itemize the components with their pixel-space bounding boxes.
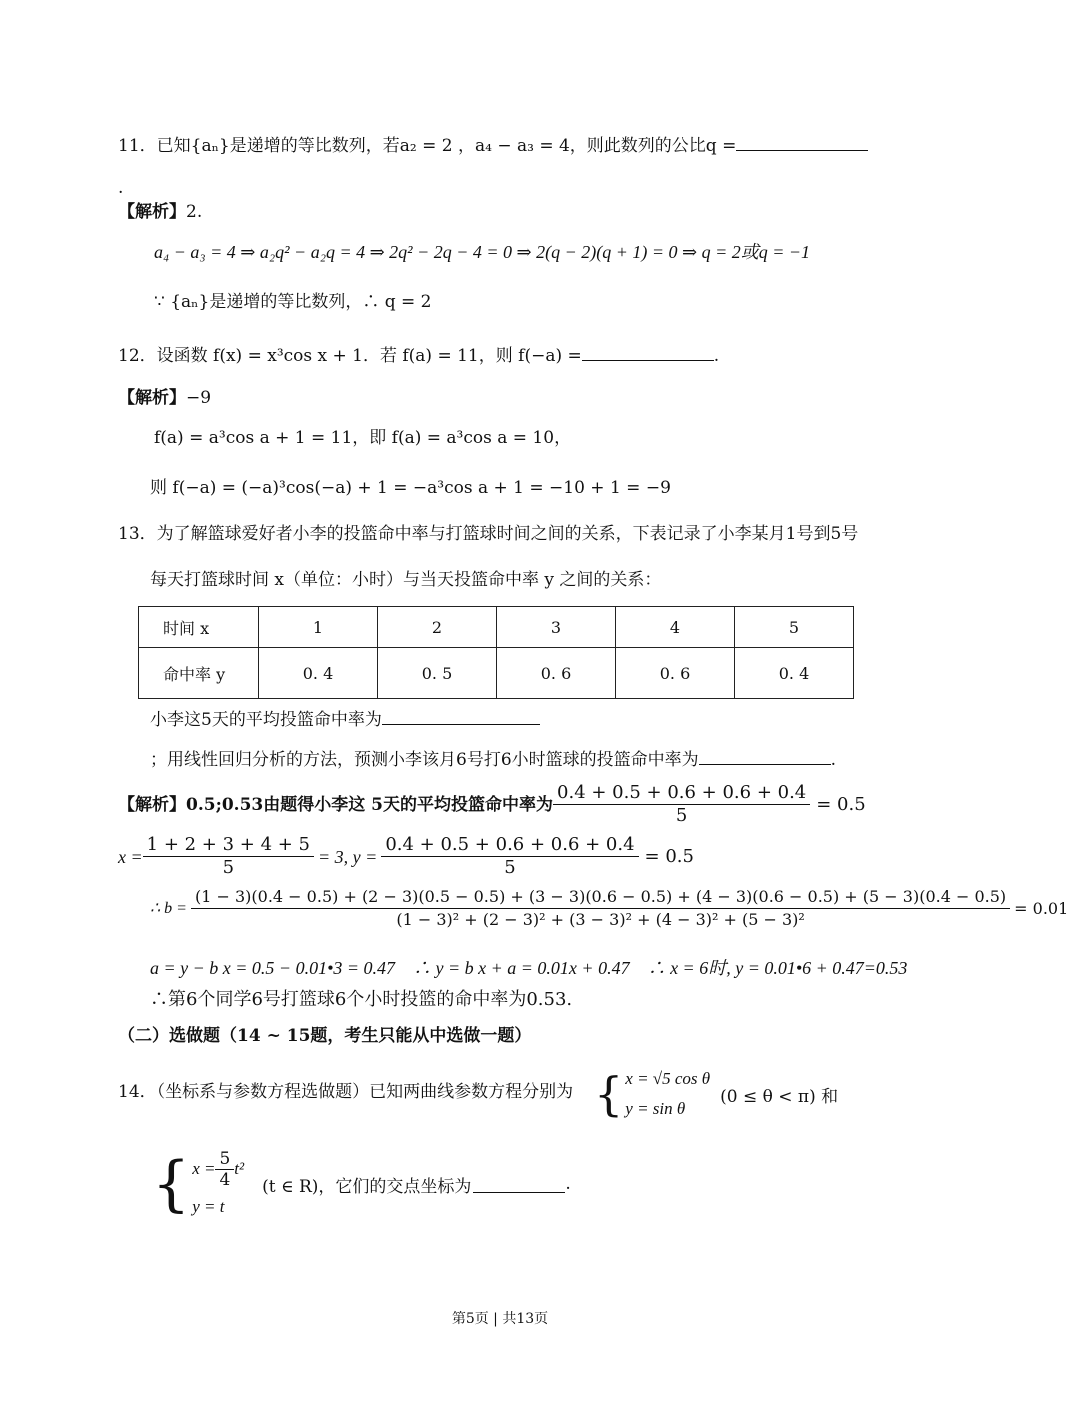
table-cell: 0. 5 [378,648,497,699]
q13-avg-fraction: $\frac{0.4 + 0.5 + 0.6 + 0.6 + 0.4}{5}$ [553,782,810,827]
q11-stem: 11．已知{aₙ}是递增的等比数列，若a₂ = 2 ，a₄ − a₃ = 4，则此数列的公比q = [118,134,868,158]
q13-data-table [138,606,854,699]
q12-solution-step1: f(a) = a³cos a + 1 = 11，即 f(a) = a³cos a = 10， [154,428,572,448]
table-row-rate [139,648,854,699]
q13-avg-blank[interactable] [382,708,540,725]
q11-answer-blank[interactable] [736,134,868,151]
sys1-condition: (0 ≤ θ < π) 和 [720,1086,839,1107]
q13-pred-blank[interactable] [699,748,831,765]
q13-pred-question: ；用线性回归分析的方法，预测小李该月6号打6小时篮球的投篮命中率为 . [150,750,837,770]
y-mean-fraction: $\frac{0.4 + 0.5 + 0.6 + 0.6 + 0.4}{5}$ [381,834,638,879]
table-cell: 1 [259,607,378,648]
sys1-eq2: y = sin θ [625,1099,686,1118]
q12-stem: 12．设函数 f(x) = x³cos x + 1．若 f(a) = 11，则 f(−a) = . [118,346,720,366]
q13-means-line: x = $\frac{1 + 2 + 3 + 4 + 5}{5}$ = 3, y = $\frac{0.4 + 0.5 + 0.6 + 0.6 + 0.4}{5}$ = 0.5 [118,834,694,878]
sys2-eq1: x = $\frac{5}{4}$ t² [192,1148,245,1190]
table-cell: 4 [616,607,735,648]
q12-solution-step2: 则 f(−a) = (−a)³cos(−a) + 1 = −a³cos a + 1 = −10 + 1 = −9 [150,478,671,498]
table-row-label: 命中率 y [139,648,259,699]
q11-solution-step1: a₄ − a₃ = 4 ⇒ a₂q² − a₂q = 4 ⇒ 2q² − 2q − 4 = 0 ⇒ 2(q − 2)(q + 1) = 0 ⇒ q = 2或q = −1 [154,242,811,262]
table-cell: 2 [378,607,497,648]
sys2-fraction: $\frac{5}{4}$ [215,1149,234,1190]
table-row-label: 时间 x [139,607,259,648]
q12-answer-blank[interactable] [582,344,714,361]
sys2-condition: (t ∈ R)，它们的交点坐标为 [262,1176,472,1197]
page-footer: 第5页 | 共13页 [451,1311,549,1327]
table-cell: 0. 6 [616,648,735,699]
brace-icon: { [152,1149,191,1219]
q14-answer-blank[interactable] [473,1176,565,1193]
q13-intercept-line: a = y − b x = 0.5 − 0.01•3 = 0.47 ∴ y = b x + a = 0.01x + 0.47 ∴ x = 6时, y = 0.01•6 + 0.47=0.53 [150,958,908,978]
x-mean-fraction: $\frac{1 + 2 + 3 + 4 + 5}{5}$ [143,834,314,879]
q13-stem-line1: 13．为了解篮球爱好者小李的投篮命中率与打篮球时间之间的关系，下表记录了小李某月1号到5号 [118,524,859,544]
sys1-eq1: x = √5 cos θ [625,1069,711,1088]
table-cell: 3 [497,607,616,648]
q11-dot: . [118,178,124,198]
q14-stem-prefix: 14．（坐标系与参数方程选做题）已知两曲线参数方程分别为 [118,1082,574,1102]
table-cell: 5 [735,607,854,648]
sys2-eq2: y = t [192,1197,225,1216]
table-cell: 0. 4 [735,648,854,699]
table-row-time [139,607,854,648]
q11-solution-step2: ∵ {aₙ}是递增的等比数列，∴ q = 2 [154,292,432,312]
q13-solution-line1: 【解析】 0.5;0.53由题得小李这 5天的平均投篮命中率为 $\frac{0.4 + 0.5 + 0.6 + 0.6 + 0.4}{5}$ = 0.5 [118,782,866,826]
q11-solution-header: 【解析】2. [118,202,203,222]
q14-system-2: { x = $\frac{5}{4}$ t² y = t (t ∈ R)，它们的交点坐标为 . [152,1146,571,1222]
q13-slope-line: ∴ b = (1 − 3)(0.4 − 0.5) + (2 − 3)(0.5 − 0.5) + (3 − 3)(0.6 − 0.5) + (4 − 3)(0.6 − 0.5) + (5 − 3)(0.4 − 0.5) (1 − 3)² + (2 − 3)² + (3 − 3)² + (4 − 3)² + (5 − 3)² = 0.01 [150,887,1068,929]
table-cell: 0. 6 [497,648,616,699]
q13-avg-question: 小李这5天的平均投篮命中率为 [150,708,540,732]
q12-solution-header: 【解析】−9 [118,388,212,408]
q13-stem-line2: 每天打篮球时间 x（单位：小时）与当天投篮命中率 y 之间的关系： [150,570,662,590]
section-title: （二）选做题（14 ~ 15题，考生只能从中选做一题） [118,1026,532,1046]
q13-conclusion: ∴第6个同学6号打篮球6个小时投篮的命中率为0.53. [150,989,573,1010]
q14-system-1 [594,1064,838,1124]
slope-fraction: (1 − 3)(0.4 − 0.5) + (2 − 3)(0.5 − 0.5) + (3 − 3)(0.6 − 0.5) + (4 − 3)(0.6 − 0.5) + (5 − 3)(0.4 − 0.5) (1 − 3)² + (2 − 3)² + (3 − 3)² + (4 − 3)² + (5 − 3)² [191,886,1010,931]
brace-icon: { [594,1067,624,1121]
table-cell: 0. 4 [259,648,378,699]
